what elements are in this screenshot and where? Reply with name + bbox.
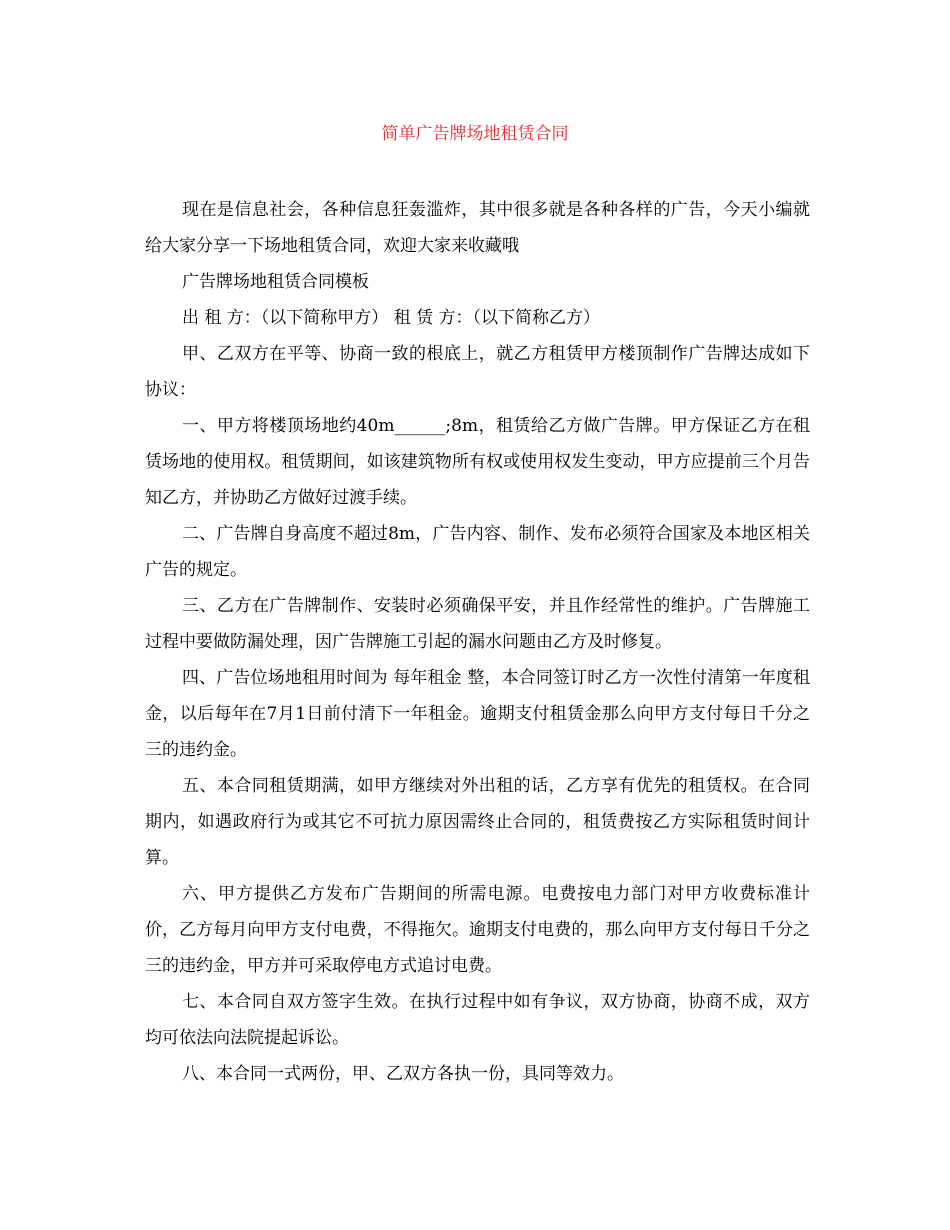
intro-paragraph: 现在是信息社会，各种信息狂轰滥炸，其中很多就是各种各样的广告，今天小编就给大家分享一下场地租赁合同，欢迎大家来收藏哦 [145, 200, 810, 256]
clause-2: 二、广告牌自身高度不超过8m，广告内容、制作、发布必须符合国家及本地区相关广告的规定。 [145, 524, 810, 580]
clause-3: 三、乙方在广告牌制作、安装时必须确保平安，并且作经常性的维护。广告牌施工过程中要做防漏处理，因广告牌施工引起的漏水问题由乙方及时修复。 [145, 596, 810, 652]
document-title: 简单广告牌场地租赁合同 [381, 124, 569, 144]
template-heading: 广告牌场地租赁合同模板 [182, 272, 369, 292]
clause-8: 八、本合同一式两份，甲、乙双方各执一份，具同等效力。 [182, 1064, 624, 1084]
clause-1: 一、甲方将楼顶场地约40m______;8m，租赁给乙方做广告牌。甲方保证乙方在租赁场地的使用权。租赁期间，如该建筑物所有权或使用权发生变动，甲方应提前三个月告知乙方，并协助乙方做好过渡手续。 [145, 416, 810, 508]
parties-line: 出 租 方：（以下简称甲方） 租 赁 方：（以下简称乙方） [182, 308, 601, 328]
preamble-paragraph: 甲、乙双方在平等、协商一致的根底上，就乙方租赁甲方楼顶制作广告牌达成如下协议： [145, 344, 810, 400]
document-body [145, 192, 810, 1092]
clause-6: 六、甲方提供乙方发布广告期间的所需电源。电费按电力部门对甲方收费标准计价，乙方每月向甲方支付电费，不得拖欠。逾期支付电费的，那么向甲方支付每日千分之三的违约金，甲方并可采取停电方式追讨电费。 [145, 884, 810, 976]
clause-7: 七、本合同自双方签字生效。在执行过程中如有争议，双方协商，协商不成，双方均可依法向法院提起诉讼。 [145, 992, 810, 1048]
clause-4: 四、广告位场地租用时间为 每年租金 整，本合同签订时乙方一次性付清第一年度租金，以后每年在7月1日前付清下一年租金。逾期支付租赁金那么向甲方支付每日千分之三的违约金。 [145, 668, 810, 760]
clause-5: 五、本合同租赁期满，如甲方继续对外出租的话，乙方享有优先的租赁权。在合同期内，如遇政府行为或其它不可抗力原因需终止合同的，租赁费按乙方实际租赁时间计算。 [145, 776, 810, 868]
